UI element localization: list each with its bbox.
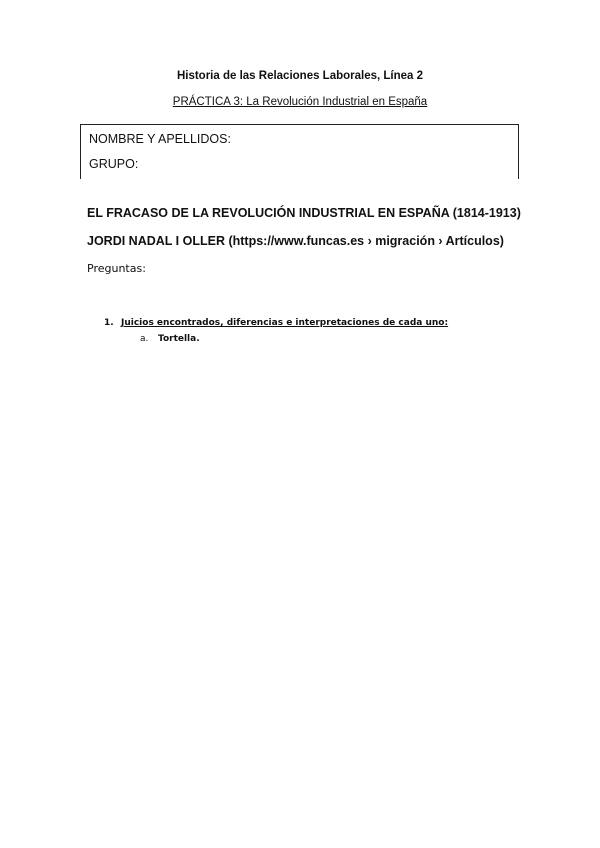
subsection-letter: a. bbox=[140, 334, 149, 344]
essay-heading: EL FRACASO DE LA REVOLUCIÓN INDUSTRIAL EN ESPAÑA (1814-1913) bbox=[87, 206, 521, 220]
practice-subtitle: PRÁCTICA 3: La Revolución Industrial en España bbox=[172, 96, 428, 108]
name-field-label: NOMBRE Y APELLIDOS: bbox=[89, 132, 231, 146]
student-info-box bbox=[80, 124, 519, 179]
document-title: Historia de las Relaciones Laborales, Línea 2 bbox=[176, 70, 424, 82]
subsection-title: Tortella. bbox=[158, 334, 200, 344]
section-title: Juicios encontrados, diferencias e interpretaciones de cada uno: bbox=[121, 318, 449, 328]
questions-label: Preguntas: bbox=[87, 262, 146, 275]
group-field-label: GRUPO: bbox=[89, 157, 139, 171]
section-number: 1. bbox=[104, 318, 114, 328]
author-source-heading: JORDI NADAL I OLLER (https://www.funcas.es › migración › Artículos) bbox=[87, 234, 504, 248]
